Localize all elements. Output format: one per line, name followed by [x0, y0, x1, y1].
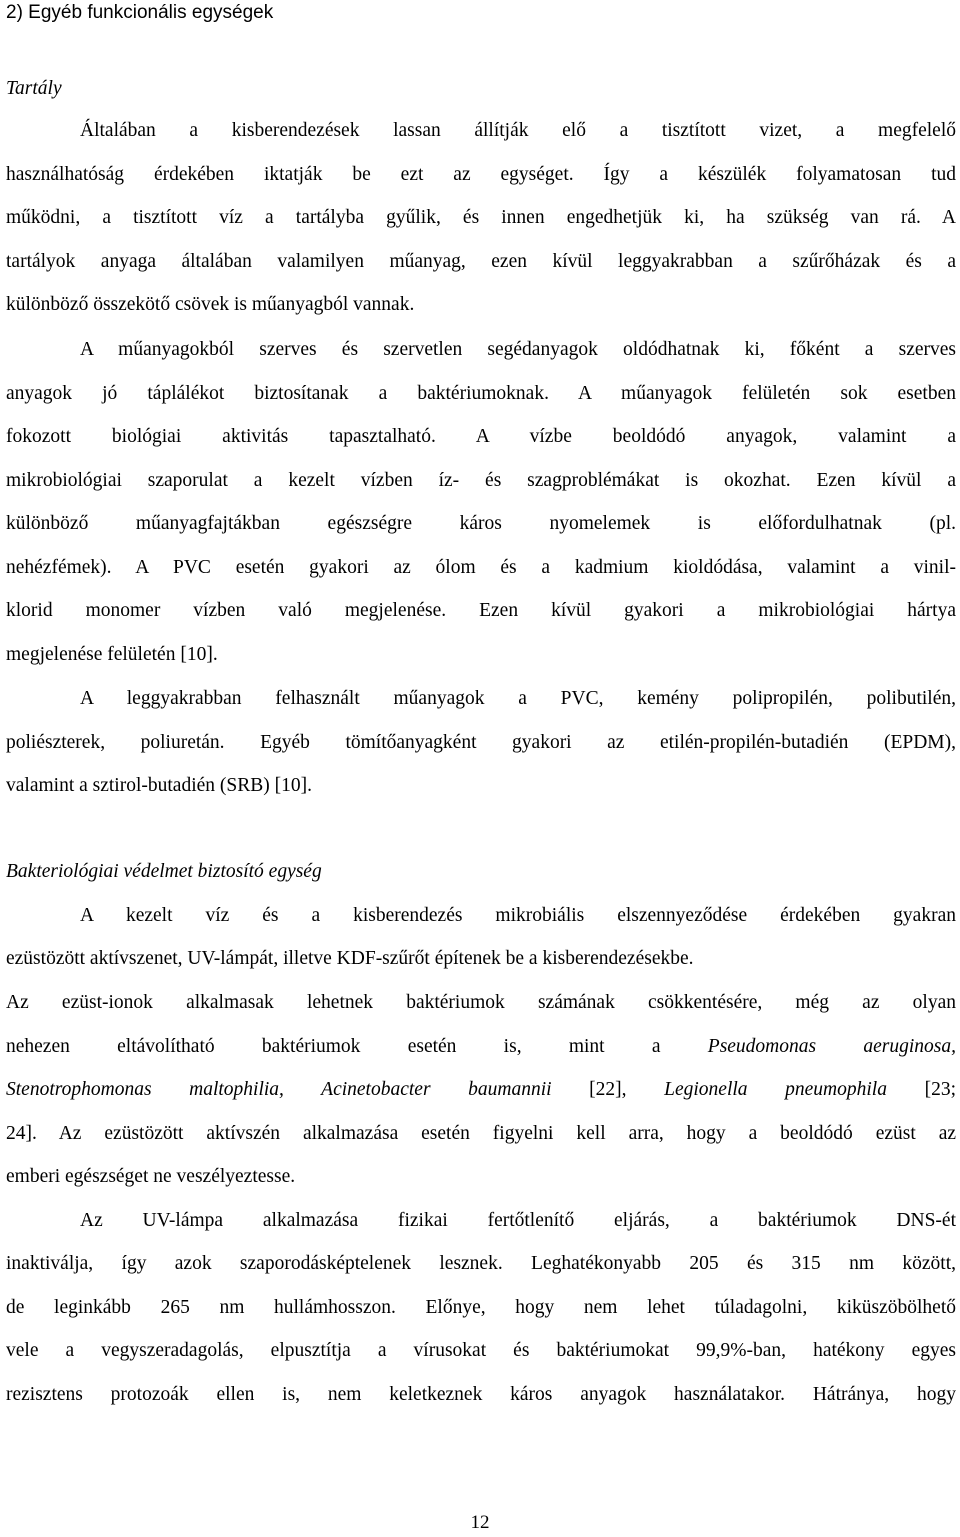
paragraph-line: működni, a tisztított víz a tartályba gyűlik, és innen engedhetjük ki, ha szükség van rá. A	[6, 207, 956, 228]
paragraph-line: Az UV-lámpa alkalmazása fizikai fertőtlenítő eljárás, a baktériumok DNS-ét	[80, 1210, 956, 1231]
paragraph-line: poliészterek, poliuretán. Egyéb tömítőanyagként gyakori az etilén-propilén-butadién (EPDM),	[6, 732, 956, 753]
paragraph-line: különböző műanyagfajtákban egészségre káros nyomelemek is előfordulhatnak (pl.	[6, 513, 956, 534]
paragraph-line: 24]. Az ezüstözött aktívszén alkalmazása esetén figyelni kell arra, hogy a beoldódó ezüst az	[6, 1123, 956, 1144]
subsection-title-bakteriologiai: Bakteriológiai védelmet biztosító egység	[6, 861, 322, 882]
paragraph-line: mikrobiológiai szaporulat a kezelt vízben íz- és szagproblémákat is okozhat. Ezen kívül a	[6, 470, 956, 491]
paragraph-line: rezisztens protozoák ellen is, nem keletkeznek káros anyagok használatakor. Hátránya, hogy	[6, 1384, 956, 1405]
paragraph-line: emberi egészséget ne veszélyeztesse.	[6, 1166, 296, 1187]
page-number: 12	[470, 1512, 490, 1533]
paragraph-line: Általában a kisberendezések lassan állítják elő a tisztított vizet, a megfelelő	[80, 120, 956, 141]
paragraph-line: inaktiválja, így azok szaporodásképtelenek lesznek. Leghatékonyabb 205 és 315 nm között,	[6, 1253, 956, 1274]
species-name: Stenotrophomonas maltophilia, Acinetobacter baumannii	[6, 1079, 552, 1100]
paragraph-line: megjelenése felületén [10].	[6, 644, 218, 665]
paragraph-line-mixed	[6, 1077, 956, 1103]
paragraph-line: A kezelt víz és a kisberendezés mikrobiális elszennyeződése érdekében gyakran	[80, 905, 956, 926]
paragraph-line: anyagok jó táplálékot biztosítanak a baktériumoknak. A műanyagok felületén sok esetben	[6, 383, 956, 404]
paragraph-line: klorid monomer vízben való megjelenése. Ezen kívül gyakori a mikrobiológiai hártya	[6, 600, 956, 621]
section-heading: 2) Egyéb funkcionális egységek	[6, 2, 274, 23]
paragraph-line: Az ezüst-ionok alkalmasak lehetnek baktériumok számának csökkentésére, még az olyan	[6, 992, 956, 1013]
paragraph-line: de leginkább 265 nm hullámhosszon. Előnye, hogy nem lehet túladagolni, kiküszöbölhető	[6, 1297, 956, 1318]
paragraph-line: vele a vegyszeradagolás, elpusztítja a vírusokat és baktériumokat 99,9%-ban, hatékony egyes	[6, 1340, 956, 1361]
text-run: nehezen eltávolítható baktériumok esetén is, mint a	[6, 1036, 708, 1057]
paragraph-line: tartályok anyaga általában valamilyen műanyag, ezen kívül leggyakrabban a szűrőházak és a	[6, 251, 956, 272]
species-name: Legionella pneumophila	[664, 1079, 887, 1100]
species-name: Pseudomonas aeruginosa,	[707, 1036, 956, 1057]
text-run: [22],	[551, 1079, 665, 1100]
text-run: [23;	[886, 1079, 956, 1100]
paragraph-line: A műanyagokból szerves és szervetlen segédanyagok oldódhatnak ki, főként a szerves	[80, 339, 956, 360]
paragraph-line: használhatóság érdekében iktatják be ezt az egységet. Így a készülék folyamatosan tud	[6, 164, 956, 185]
paragraph-line: nehézfémek). A PVC esetén gyakori az ólom és a kadmium kioldódása, valamint a vinil-	[6, 557, 956, 578]
paragraph-line: A leggyakrabban felhasznált műanyagok a PVC, kemény polipropilén, polibutilén,	[80, 688, 956, 709]
paragraph-line: különböző összekötő csövek is műanyagból vannak.	[6, 294, 415, 315]
subsection-title-tartaly: Tartály	[6, 78, 62, 99]
paragraph-line: fokozott biológiai aktivitás tapasztalható. A vízbe beoldódó anyagok, valamint a	[6, 426, 956, 447]
paragraph-line: valamint a sztirol-butadién (SRB) [10].	[6, 775, 312, 796]
paragraph-line-mixed	[6, 1034, 956, 1060]
paragraph-line: ezüstözött aktívszenet, UV-lámpát, illetve KDF-szűrőt építenek be a kisberendezésekbe.	[6, 948, 694, 969]
